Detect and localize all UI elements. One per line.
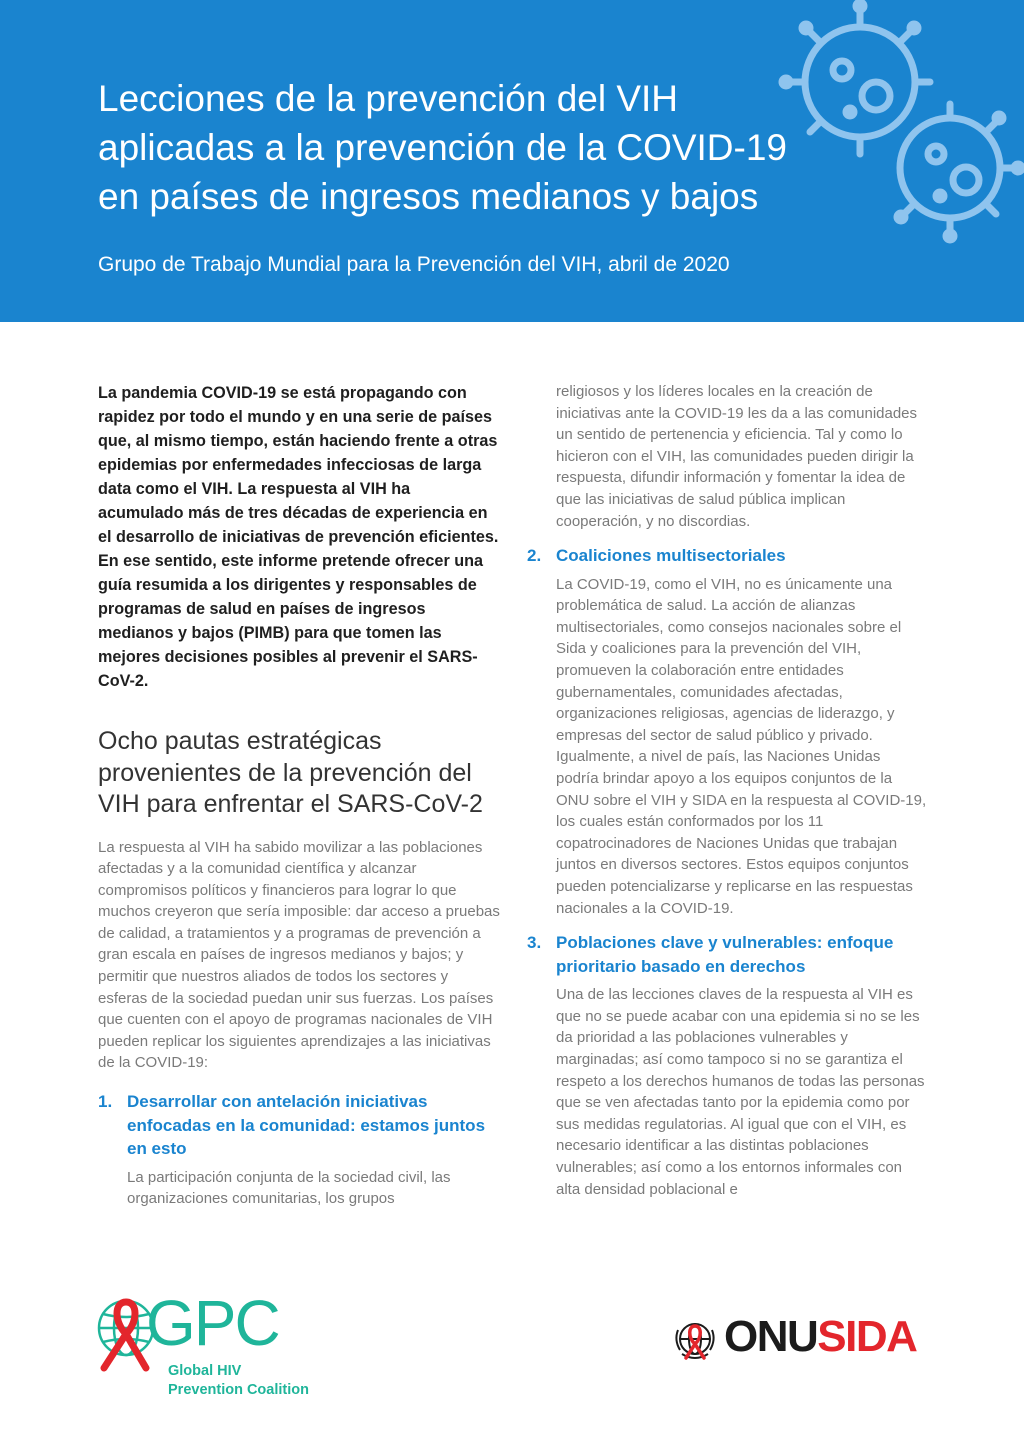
virus-icon [770,0,1024,250]
lead-paragraph: La pandemia COVID-19 se está propagando con rapidez por todo el mundo y en una serie de países que, al mismo tiempo, están haciendo frente a otras epidemias por enfermedades infecciosas de larga data como el VIH. La respuesta al VIH ha acumulado más de tres décadas de experiencia en el desarrollo de iniciativas de prevención eficientes. En ese sentido, este informe pretende ofrecer una guía resumida a los dirigentes y responsables de programas de salud en países de ingresos medianos y bajos (PIMB) para que tomen las mejores decisiones posibles al prevenir el SARS-CoV-2. [98,384,499,690]
item-number: 3. [527,933,542,953]
right-column [527,381,927,1200]
item-heading: Coaliciones multisectoriales [556,546,786,566]
gpc-subtitle [168,1362,309,1400]
header-banner [0,0,1024,322]
section-heading: Ocho pautas estratégicas provenientes de la prevención del VIH para enfrentar el SARS-CoV-2 [98,727,483,818]
onusida-logo [672,1310,932,1366]
gpc-wordmark: GPC [146,1287,279,1359]
onusida-wordmark-onu: ONU [724,1312,818,1361]
document-title [98,74,818,221]
item-body: La COVID-19, como el VIH, no es únicamente una problemática de salud. La acción de alianzas multisectoriales, como consejos nacionales sobre el Sida y coaliciones para la prevención del VIH, promueven la colaboración entre entidades gubernamentales, comunidades afectadas, organizaciones religiosas, agencias de liderazgo, y empresas del sector de salud público y privado. Igualmente, a nivel de país, las Naciones Unidas podría brindar apoyo a los equipos conjuntos de la ONU sobre el VIH y SIDA en la respuesta al COVID-19, los cuales están conformados por los 11 copatrocinadores de Naciones Unidas que trabajan juntos en diversos sectores. Estos equipos conjuntos pueden potencializarse y replicarse en las respuestas nacionales a la COVID-19. [556,575,927,917]
un-emblem-icon [672,1316,718,1362]
item-number: 2. [527,546,542,566]
item-body: Una de las lecciones claves de la respuesta al VIH es que no se puede acabar con una epidemia si no se les da prioridad a las poblaciones vulnerables y marginadas; así como tampoco si no se garantiza el respeto a los derechos humanos de todas las personas que se ven afectadas tanto por la epidemia como por sus medidas regulatorias. Al igual que con el VIH, es necesario identificar a las distintas poblaciones vulnerables; así como a los entornos informales con alta densidad poblacional e [556,986,925,1198]
item-body: La participación conjunta de la sociedad civil, las organizaciones comunitarias, los grupos [127,1168,451,1208]
item-heading: Desarrollar con antelación iniciativas enfocadas en la comunidad: estamos juntos en esto [127,1092,486,1159]
guideline-item-3 [527,931,927,1200]
guideline-item-1 [98,1090,500,1210]
item-1-body-continued: religiosos y los líderes locales en la creación de iniciativas ante la COVID-19 les da a las comunidades un sentido de pertenencia y eficiencia. Tal y como lo hicieron con el VIH, las comunidades pueden dirigir la respuesta, difundir información y fomentar la idea de que las iniciativas de salud pública implican cooperación, y no discordias. [556,383,918,530]
title-line-1: Lecciones de la prevención del VIH [98,78,679,119]
document-subtitle: Grupo de Trabajo Mundial para la Prevención del VIH, abril de 2020 [98,253,730,276]
title-line-3: en países de ingresos medianos y bajos [98,176,759,217]
title-line-2: aplicadas a la prevención de la COVID-19 [98,127,787,168]
onusida-wordmark [724,1310,916,1364]
left-column [98,381,500,1210]
guideline-item-2 [527,544,927,919]
gpc-subtitle-line-2: Prevention Coalition [168,1382,309,1398]
onusida-wordmark-sida: SIDA [817,1312,917,1361]
section-intro-paragraph: La respuesta al VIH ha sabido movilizar a las poblaciones afectadas y a la comunidad científica y alcanzar compromisos políticos y financieros para lograr lo que muchos creyeron que sería imposible: dar acceso a pruebas de calidad, a tratamientos y a programas de prevención a gran escala en países de ingresos medianos y bajos; y permitir que nuestros aliados de todos los sectores y esferas de la sociedad puedan unir sus fuerzas. Los países que cuenten con el apoyo de programas nacionales de VIH pueden replicar los siguientes aprendizajes a las iniciativas de la COVID-19: [98,838,500,1072]
gpc-subtitle-line-1: Global HIV [168,1363,242,1379]
item-number: 1. [98,1092,113,1112]
gpc-logo [96,1287,326,1404]
item-heading: Poblaciones clave y vulnerables: enfoque prioritario basado en derechos [556,933,894,976]
